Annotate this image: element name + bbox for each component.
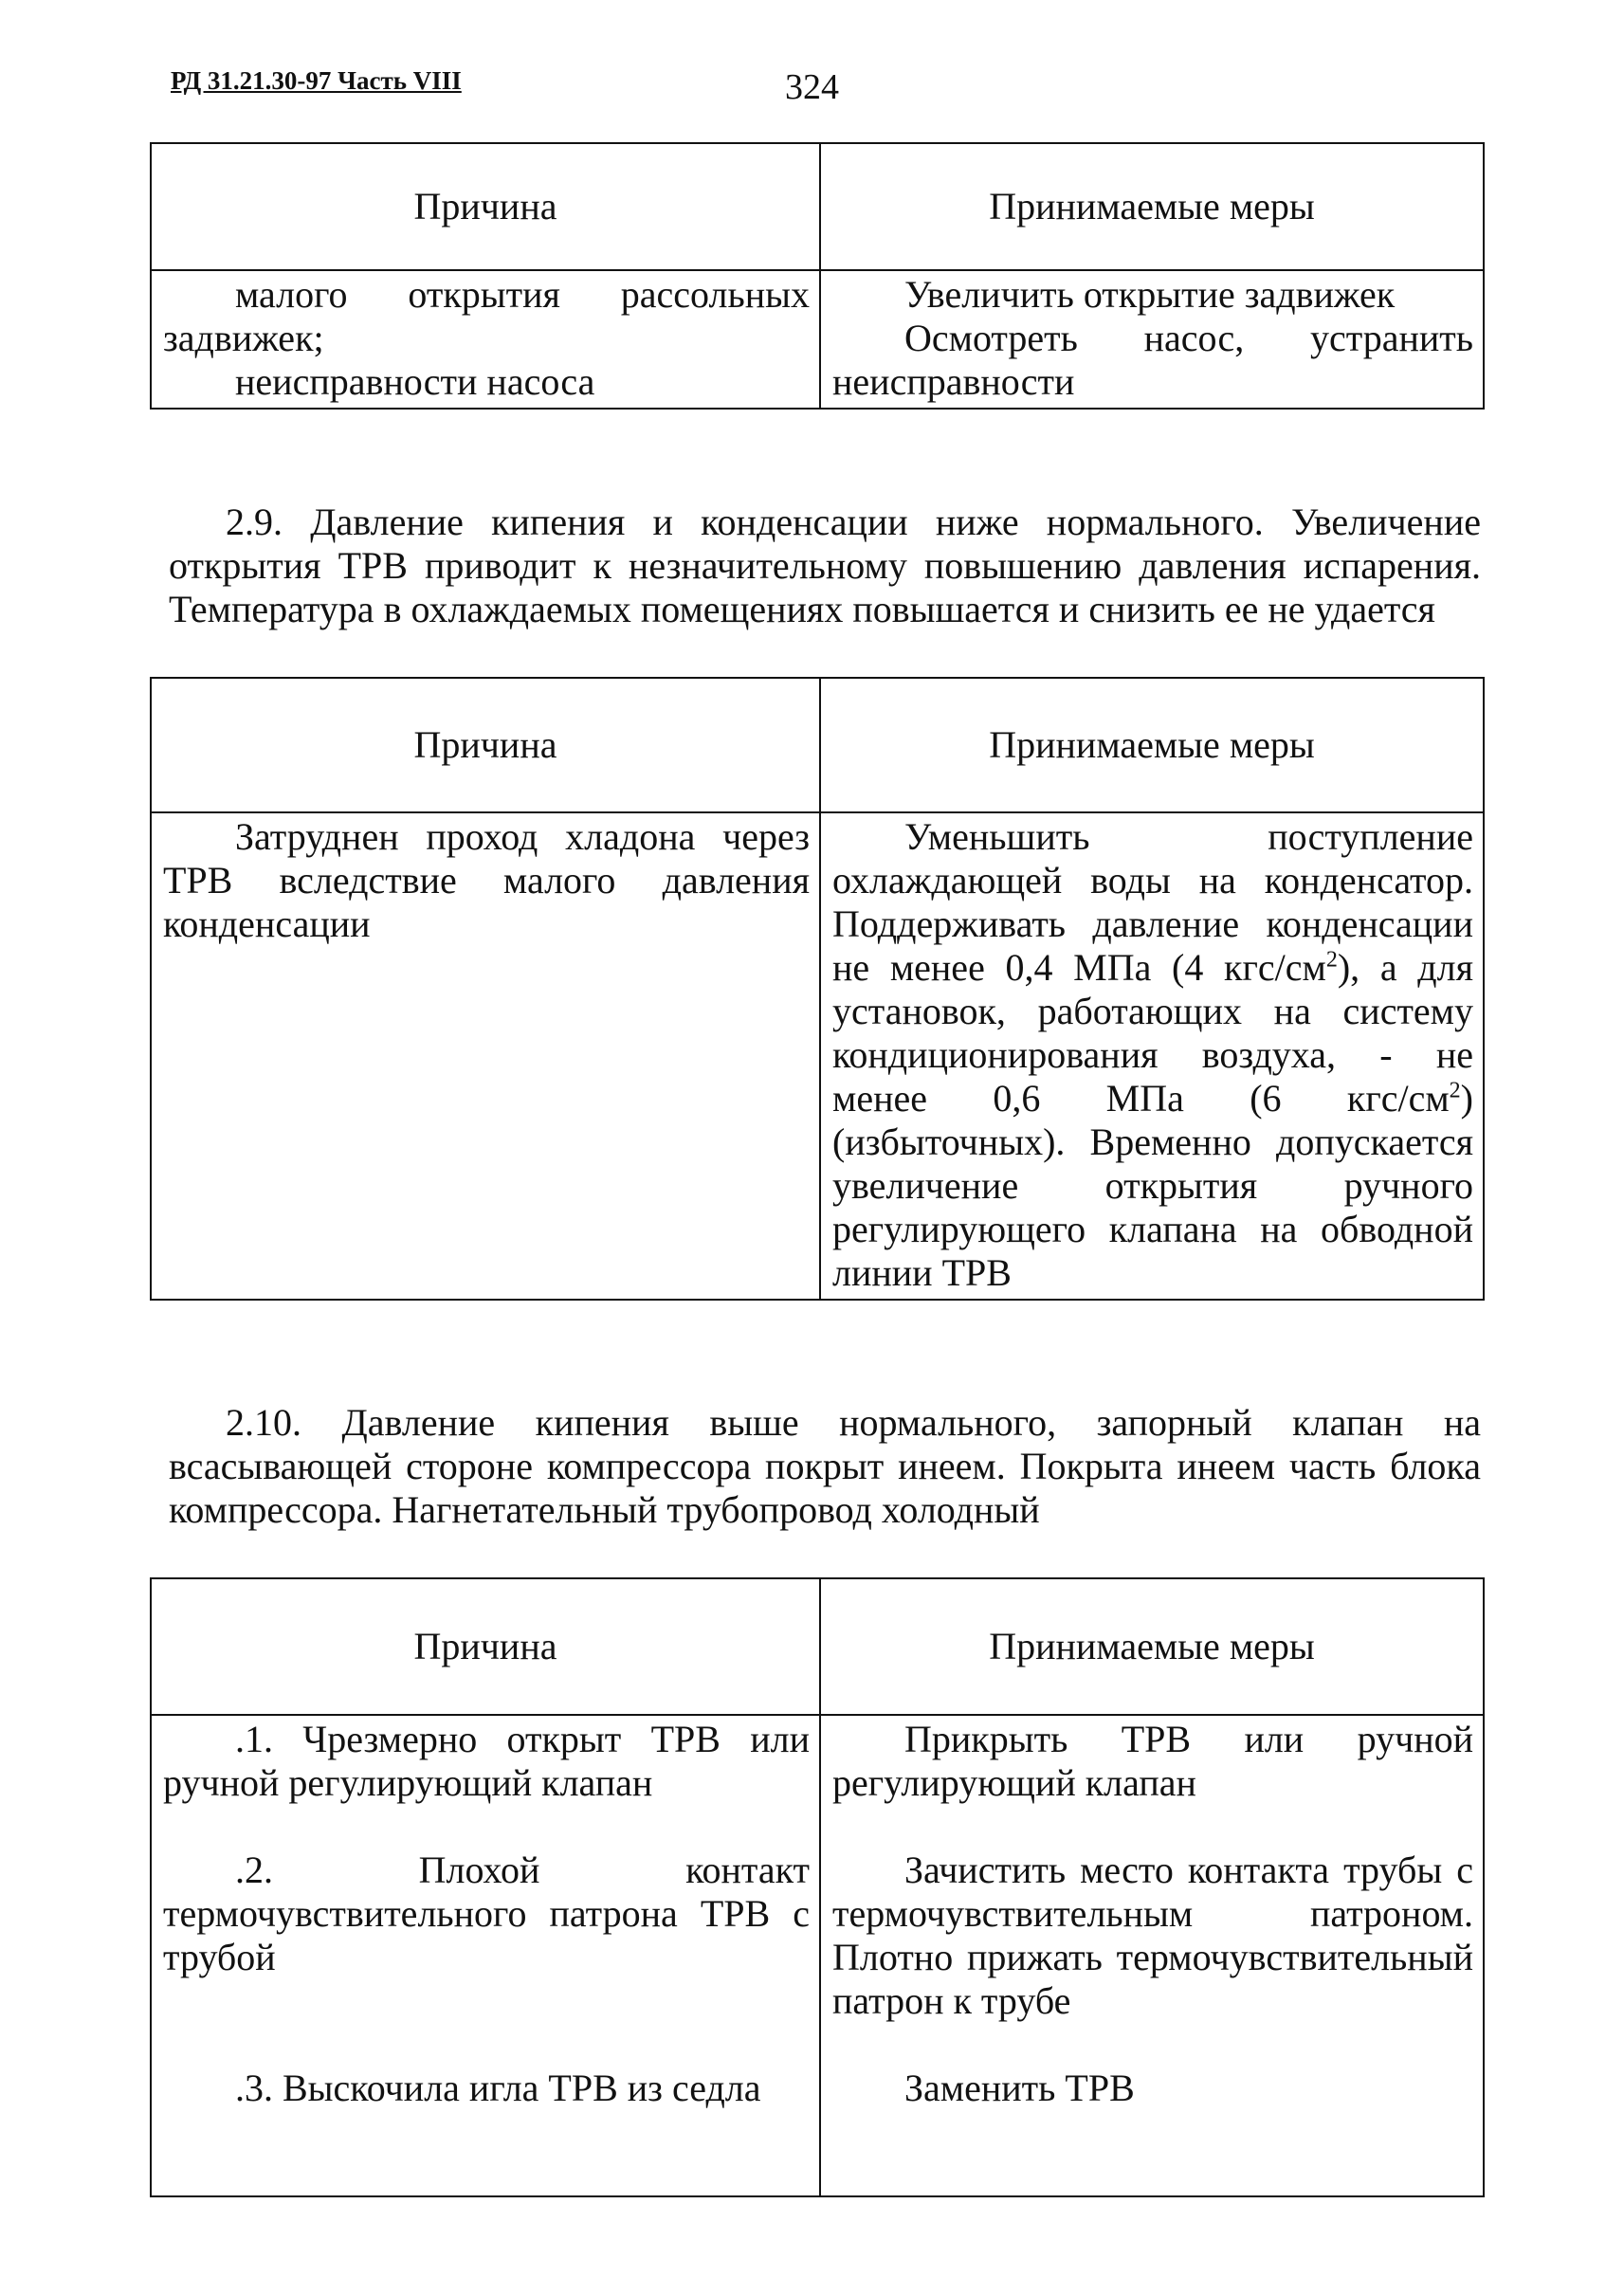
table-row [151, 1715, 1484, 2196]
troubleshooting-table-2 [150, 677, 1485, 1301]
cause-column-header: Причина [151, 143, 820, 270]
cause-text: малого открытия рассольных задвижек; [163, 273, 810, 359]
cause-column-header: Причина [151, 1578, 820, 1715]
measures-column-header: Принимаемые меры [820, 143, 1484, 270]
section-2-9-text: 2.9. Давление кипения и конденсации ниже нормального. Увеличение открытия ТРВ приводит к незначительному повышению давления испарения. Температура в охлаждаемых помещениях повышается и снизить ее не удается [169, 501, 1481, 630]
cause-text: неисправности насоса [235, 360, 595, 403]
table-row [151, 812, 1484, 1300]
table-row [151, 270, 1484, 409]
superscript: 2 [1449, 1078, 1461, 1103]
measures-column-header: Принимаемые меры [820, 678, 1484, 812]
cause-cell [151, 1715, 820, 2196]
document-reference: РД 31.21.30-97 Часть VIII [171, 66, 462, 95]
troubleshooting-table-3 [150, 1577, 1485, 2197]
measure-text: Уменьшить поступление охлаждающей воды на конденсатор. Поддерживать давление конденсации не менее 0,4 МПа (4 кгс/$см^2$), а для установок, работающих на систему кондиционирования воздуха, - не менее 0,6 МПа (6 кгс/$см^2$) (избыточных). Временно допускается увеличение открытия ручного регулирующего клапана на обводной линии ТРВ [832, 815, 1473, 1294]
cause-text: Затруднен проход хладона через ТРВ вследствие малого давления конденсации [163, 815, 810, 945]
page-number: 324 [785, 67, 839, 107]
cause-cell [151, 270, 820, 409]
section-2-10-text: 2.10. Давление кипения выше нормального, запорный клапан на всасывающей стороне компрессора покрыт инеем. Покрыта инеем часть блока компрессора. Нагнетательный трубопровод холодный [169, 1401, 1481, 1531]
measure-text: Увеличить открытие задвижек [904, 273, 1396, 316]
measure-cell [820, 270, 1484, 409]
table-header-row [151, 678, 1484, 812]
measure-item-3: Заменить ТРВ [904, 2067, 1135, 2109]
cause-item-3: .3. Выскочила игла ТРВ из седла [235, 2067, 761, 2109]
cause-column-header: Причина [151, 678, 820, 812]
measure-item-2: Зачистить место контакта трубы с термочувствительным патроном. Плотно прижать термочувствительный патрон к трубе [832, 1849, 1473, 2022]
cause-cell [151, 812, 820, 1300]
measure-cell [820, 1715, 1484, 2196]
measures-column-header: Принимаемые меры [820, 1578, 1484, 1715]
cause-item-2: .2. Плохой контакт термочувствительного патрона ТРВ с трубой [163, 1849, 810, 1978]
table-header-row [151, 1578, 1484, 1715]
measure-item-1: Прикрыть ТРВ или ручной регулирующий клапан [832, 1718, 1473, 1804]
cause-item-1: .1. Чрезмерно открыт ТРВ или ручной регулирующий клапан [163, 1718, 810, 1804]
measure-text: Осмотреть насос, устранить неисправности [832, 317, 1473, 403]
superscript: 2 [1325, 947, 1338, 973]
troubleshooting-table-1 [150, 142, 1485, 410]
table-header-row [151, 143, 1484, 270]
measure-cell [820, 812, 1484, 1300]
